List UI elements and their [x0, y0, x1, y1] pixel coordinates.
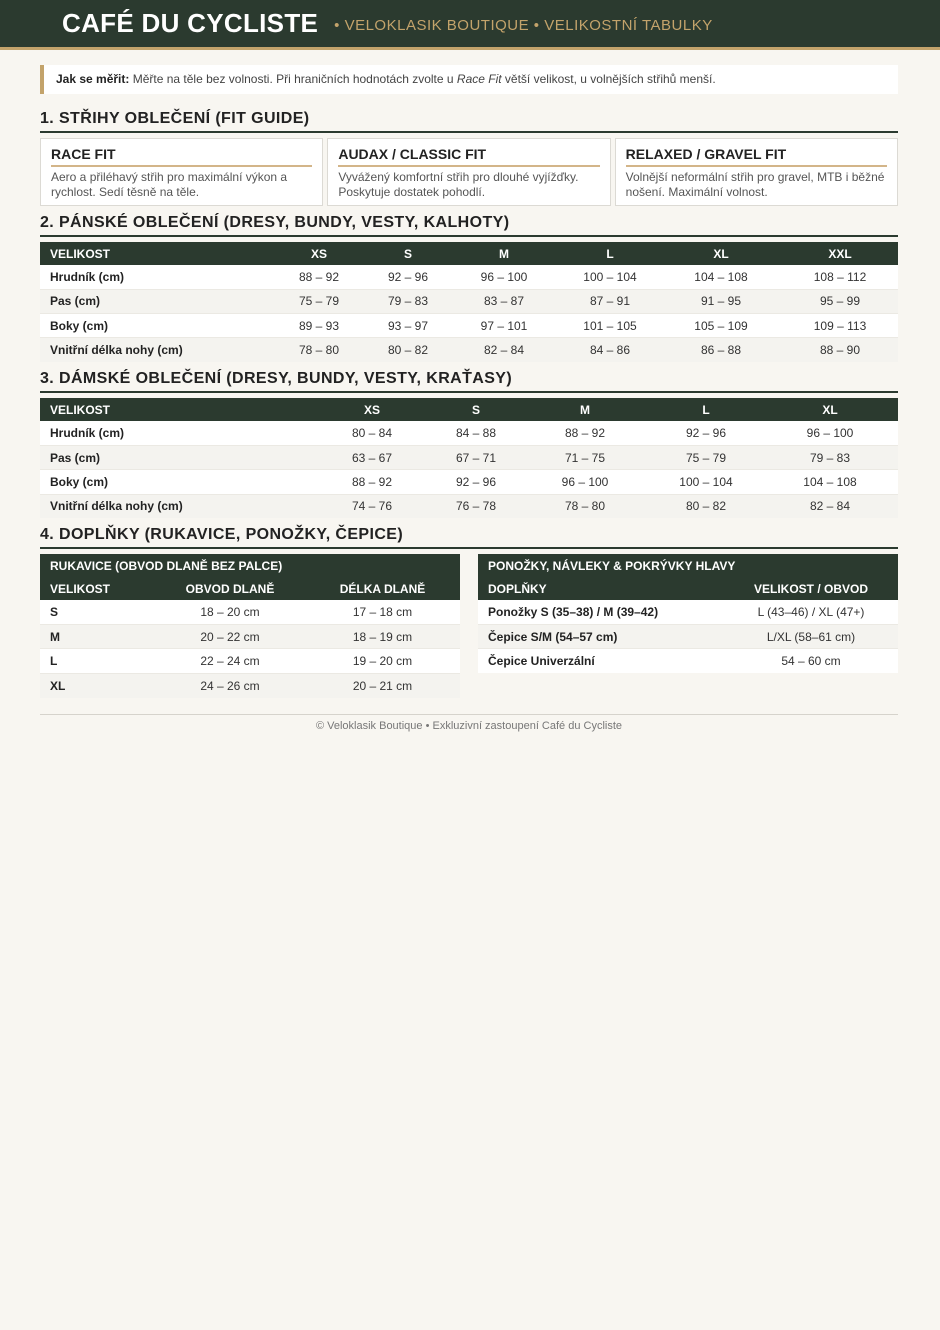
gloves-panel	[40, 554, 460, 697]
measure-note-emphasis: Race Fit	[456, 72, 502, 86]
row-label: S	[40, 600, 155, 624]
header-tagline: • VELOKLASIK BOUTIQUE • VELIKOSTNÍ TABULKY	[334, 17, 713, 34]
page-content	[40, 53, 898, 732]
table-cell: 104 – 108	[660, 265, 782, 289]
table-row	[40, 600, 460, 624]
table-cell: 100 – 104	[560, 265, 660, 289]
table-row	[478, 600, 898, 624]
table-row	[40, 421, 898, 445]
row-label: Vnitřní délka nohy (cm)	[40, 494, 312, 518]
row-label: Hrudník (cm)	[40, 265, 270, 289]
accessories-tables	[40, 554, 898, 697]
table-cell: 78 – 80	[270, 338, 368, 362]
section-title-accessories: 4. DOPLŇKY (RUKAVICE, PONOŽKY, ČEPICE)	[40, 526, 898, 549]
socks-table-title: PONOŽKY, NÁVLEKY & POKRÝVKY HLAVY	[478, 554, 898, 577]
table-cell: 63 – 67	[312, 445, 432, 469]
table-cell: 80 – 84	[312, 421, 432, 445]
table-cell: 105 – 109	[660, 314, 782, 338]
table-cell: 84 – 86	[560, 338, 660, 362]
table-cell: 100 – 104	[650, 470, 762, 494]
table-cell: 76 – 78	[432, 494, 520, 518]
fit-card-title: RACE FIT	[51, 146, 312, 167]
fit-card-desc: Volnější neformální střih pro gravel, MTB i běžné nošení. Maximální volnost.	[625, 170, 885, 199]
table-cell: 92 – 96	[650, 421, 762, 445]
measure-note-text: Měřte na těle bez volnosti. Při hraničních hodnotách zvolte u	[129, 72, 457, 86]
row-label: Čepice S/M (54–57 cm)	[478, 625, 724, 649]
row-label: Ponožky S (35–38) / M (39–42)	[478, 600, 724, 624]
table-cell: 86 – 88	[660, 338, 782, 362]
table-cell: 83 – 87	[448, 289, 560, 313]
table-cell: 24 – 26 cm	[155, 673, 305, 697]
column-header: M	[448, 242, 560, 265]
table-cell: 84 – 88	[432, 421, 520, 445]
column-header: M	[520, 398, 650, 421]
table-cell: 95 – 99	[782, 289, 898, 313]
table-row	[40, 265, 898, 289]
table-row	[40, 338, 898, 362]
table-cell: 71 – 75	[520, 445, 650, 469]
table-cell: 82 – 84	[448, 338, 560, 362]
mens-size-table	[40, 242, 898, 362]
table-cell: 19 – 20 cm	[305, 649, 460, 673]
table-cell: 101 – 105	[560, 314, 660, 338]
column-header: S	[368, 242, 448, 265]
column-header: OBVOD DLANĚ	[155, 577, 305, 600]
table-cell: 96 – 100	[448, 265, 560, 289]
table-cell: 74 – 76	[312, 494, 432, 518]
table-cell: 79 – 83	[762, 445, 898, 469]
row-label: Hrudník (cm)	[40, 421, 312, 445]
table-row	[40, 625, 460, 649]
section-title-mens: 2. PÁNSKÉ OBLEČENÍ (DRESY, BUNDY, VESTY, KALHOTY)	[40, 214, 898, 237]
table-cell: 18 – 19 cm	[305, 625, 460, 649]
table-cell: 67 – 71	[432, 445, 520, 469]
table-cell: 79 – 83	[368, 289, 448, 313]
column-header: VELIKOST	[40, 398, 312, 421]
column-header: VELIKOST	[40, 242, 270, 265]
table-cell: 87 – 91	[560, 289, 660, 313]
fit-guide-cards	[40, 138, 898, 206]
column-header: DÉLKA DLANĚ	[305, 577, 460, 600]
socks-panel	[478, 554, 898, 697]
table-cell: 92 – 96	[432, 470, 520, 494]
row-label: M	[40, 625, 155, 649]
row-label: Pas (cm)	[40, 445, 312, 469]
row-label: Pas (cm)	[40, 289, 270, 313]
table-cell: 108 – 112	[782, 265, 898, 289]
table-cell: 97 – 101	[448, 314, 560, 338]
table-cell: 104 – 108	[762, 470, 898, 494]
fit-card-audax	[327, 138, 610, 206]
table-row	[40, 445, 898, 469]
womens-size-table	[40, 398, 898, 518]
section-title-womens: 3. DÁMSKÉ OBLEČENÍ (DRESY, BUNDY, VESTY, KRAŤASY)	[40, 370, 898, 393]
table-header-row	[40, 242, 898, 265]
table-row	[40, 673, 460, 697]
row-label: L	[40, 649, 155, 673]
measure-note-text-end: větší velikost, u volnějších střihů menší.	[501, 72, 716, 86]
page-footer: © Veloklasik Boutique • Exkluzivní zastoupení Café du Cycliste	[315, 719, 623, 732]
gloves-table-title: RUKAVICE (OBVOD DLANĚ BEZ PALCE)	[40, 554, 460, 577]
table-cell: 92 – 96	[368, 265, 448, 289]
table-row	[40, 289, 898, 313]
table-header-row	[40, 398, 898, 421]
table-cell: 82 – 84	[762, 494, 898, 518]
fit-card-desc: Vyvážený komfortní střih pro dlouhé vyjížďky. Poskytuje dostatek pohodlí.	[338, 170, 579, 199]
row-label: XL	[40, 673, 155, 697]
table-header-row	[40, 577, 460, 600]
column-header: XS	[270, 242, 368, 265]
table-cell: 18 – 20 cm	[155, 600, 305, 624]
table-row	[40, 494, 898, 518]
table-row	[478, 649, 898, 673]
section-title-fit-guide: 1. STŘIHY OBLEČENÍ (FIT GUIDE)	[40, 110, 898, 133]
page-header	[0, 0, 940, 50]
column-header: S	[432, 398, 520, 421]
table-cell: 54 – 60 cm	[724, 649, 898, 673]
gloves-size-table	[40, 577, 460, 697]
column-header: VELIKOST / OBVOD	[724, 577, 898, 600]
table-cell: 80 – 82	[650, 494, 762, 518]
table-cell: 93 – 97	[368, 314, 448, 338]
column-header: L	[650, 398, 762, 421]
table-cell: 91 – 95	[660, 289, 782, 313]
table-cell: 20 – 21 cm	[305, 673, 460, 697]
table-cell: 75 – 79	[270, 289, 368, 313]
table-cell: 17 – 18 cm	[305, 600, 460, 624]
table-cell: L/XL (58–61 cm)	[724, 625, 898, 649]
table-cell: 75 – 79	[650, 445, 762, 469]
fit-card-relaxed	[615, 138, 898, 206]
measure-note	[40, 65, 898, 94]
row-label: Čepice Univerzální	[478, 649, 724, 673]
table-row	[40, 314, 898, 338]
table-row	[478, 625, 898, 649]
brand-title: CAFÉ DU CYCLISTE	[62, 8, 319, 38]
table-cell: 88 – 90	[782, 338, 898, 362]
column-header: VELIKOST	[40, 577, 155, 600]
socks-size-table	[478, 577, 898, 673]
column-header: XS	[312, 398, 432, 421]
table-cell: 88 – 92	[520, 421, 650, 445]
table-cell: 96 – 100	[762, 421, 898, 445]
measure-note-label: Jak se měřit:	[56, 72, 130, 86]
row-label: Boky (cm)	[40, 470, 312, 494]
table-cell: 20 – 22 cm	[155, 625, 305, 649]
table-cell: 80 – 82	[368, 338, 448, 362]
table-cell: 89 – 93	[270, 314, 368, 338]
column-header: DOPLŇKY	[478, 577, 724, 600]
fit-card-race	[40, 138, 323, 206]
footer-divider	[40, 714, 898, 715]
fit-card-desc: Aero a přiléhavý střih pro maximální výkon a rychlost. Sedí těsně na těle.	[51, 170, 288, 199]
column-header: XL	[762, 398, 898, 421]
table-row	[40, 649, 460, 673]
table-cell: 22 – 24 cm	[155, 649, 305, 673]
table-header-row	[478, 577, 898, 600]
column-header: L	[560, 242, 660, 265]
column-header: XL	[660, 242, 782, 265]
table-cell: 78 – 80	[520, 494, 650, 518]
table-cell: 88 – 92	[270, 265, 368, 289]
table-row	[40, 470, 898, 494]
column-header: XXL	[782, 242, 898, 265]
fit-card-title: AUDAX / CLASSIC FIT	[338, 146, 599, 167]
table-cell: L (43–46) / XL (47+)	[724, 600, 898, 624]
row-label: Boky (cm)	[40, 314, 270, 338]
table-cell: 88 – 92	[312, 470, 432, 494]
table-cell: 109 – 113	[782, 314, 898, 338]
table-cell: 96 – 100	[520, 470, 650, 494]
row-label: Vnitřní délka nohy (cm)	[40, 338, 270, 362]
fit-card-title: RELAXED / GRAVEL FIT	[626, 146, 887, 167]
